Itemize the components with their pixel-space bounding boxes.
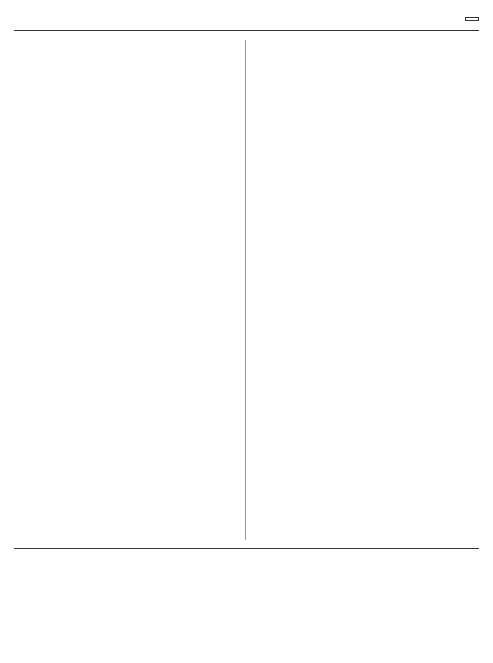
left-column bbox=[14, 40, 246, 540]
chapter-tag bbox=[465, 17, 479, 21]
footnotes bbox=[14, 548, 479, 648]
footnotes-left bbox=[14, 553, 242, 648]
footnotes-right bbox=[252, 553, 480, 648]
page-header bbox=[14, 8, 479, 31]
right-column bbox=[256, 40, 479, 540]
text-columns bbox=[14, 40, 479, 540]
